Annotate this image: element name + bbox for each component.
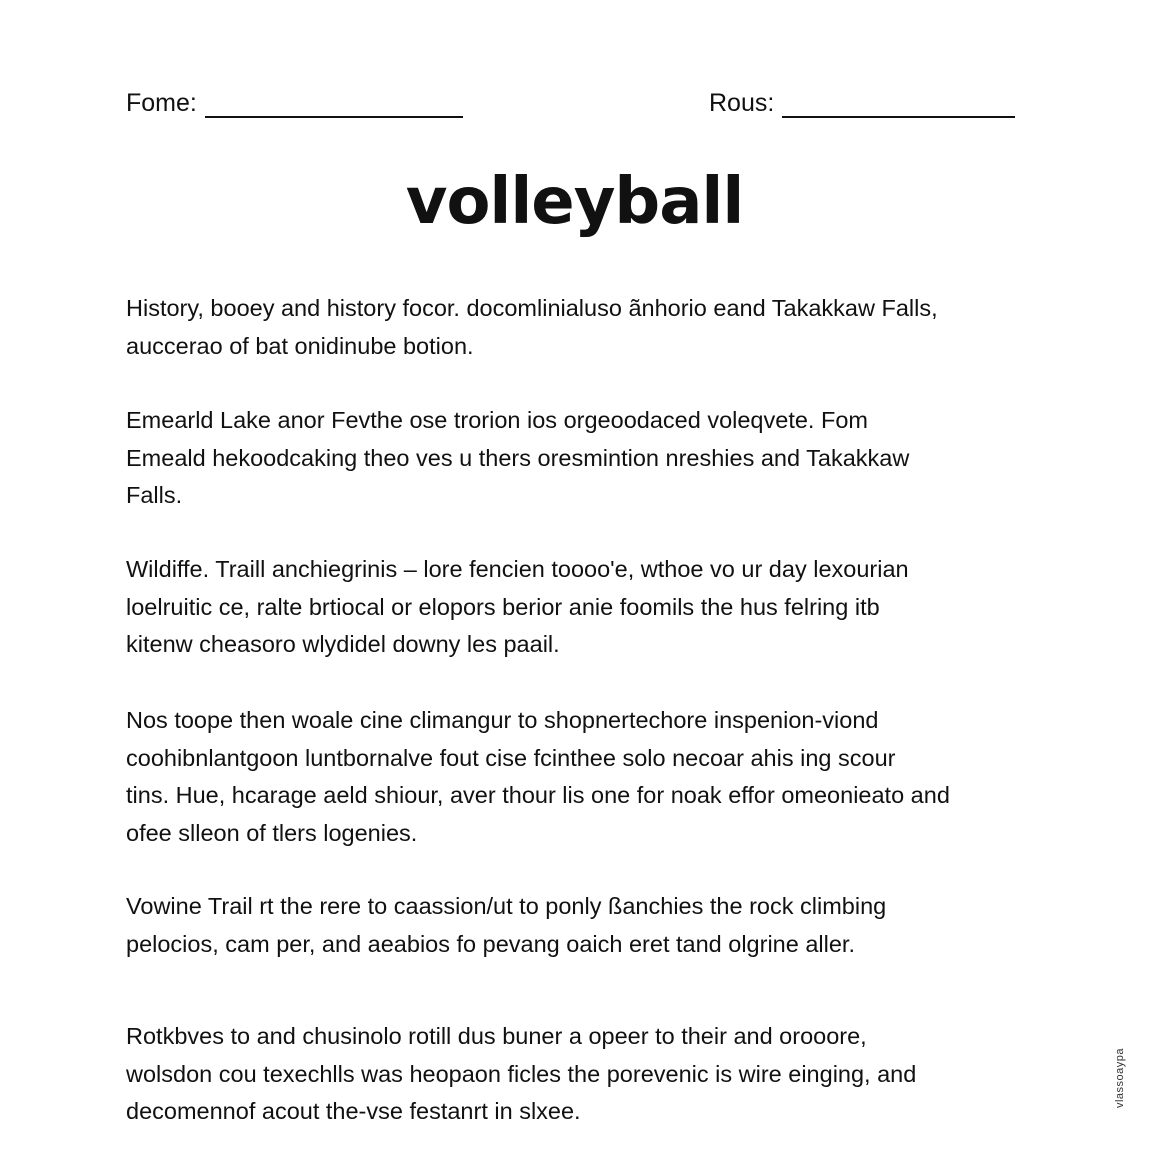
paragraph-5: [126, 888, 1026, 963]
paragraph-line: History, booey and history focor. docomlinialuso ãnhorio eand Takakkaw Falls,: [126, 295, 938, 321]
class-label: Rous:: [709, 89, 775, 117]
paragraph-line: tins. Hue, hcarage aeld shiour, aver thour lis one for noak effor omeonieato and: [126, 782, 950, 808]
page-title: volleyball: [405, 165, 744, 239]
paragraph-6: [126, 1018, 1026, 1131]
paragraph-4: [126, 702, 1026, 852]
paragraph-line: pelocios, cam per, and aeabios fo pevang oaich eret tand olgrine aller.: [126, 930, 855, 957]
paragraph-line: auccerao of bat onidinube botion.: [126, 332, 474, 359]
paragraph-line: Nos toope then woale cine climangur to shopnertechore inspenion-viond: [126, 707, 879, 733]
paragraph-line: Wildiffe. Traill anchiegrinis – lore fencien toooo'e, wthoe vo ur day lexourian: [126, 556, 909, 582]
paragraph-line: wolsdon cou texechlls was heopaon ficles the porevenic is wire einging, and: [126, 1060, 917, 1087]
paragraph-1: [126, 290, 1026, 365]
paragraph-line: decomennof acout the-vse festanrt in slxee.: [126, 1098, 581, 1124]
name-label: Fome:: [126, 89, 197, 117]
name-field[interactable]: [126, 88, 463, 118]
paragraph-2: [126, 402, 1026, 515]
paragraph-line: ofee slleon of tlers logenies.: [126, 819, 418, 846]
side-watermark: vlassoaypa: [1114, 1048, 1126, 1109]
paragraph-line: kitenw cheasoro wlydidel downy les paail.: [126, 631, 560, 657]
paragraph-line: coohibnlantgoon luntbornalve fout cise fcinthee solo necoar ahis ing scour: [126, 744, 896, 771]
paragraph-line: Emeald hekoodcaking theo ves u thers oresmintion nreshies and Takakkaw: [126, 444, 910, 471]
paragraph-3: [126, 551, 1026, 664]
paragraph-line: Vowine Trail rt the rere to caassion/ut to ponly ßanchies the rock climbing: [126, 893, 887, 919]
paragraph-line: Falls.: [126, 482, 183, 508]
paragraph-line: Rotkbves to and chusinolo rotill dus buner a opeer to their and orooore,: [126, 1023, 867, 1049]
class-field[interactable]: [709, 88, 1015, 118]
paragraph-line: loelruitic ce, ralte brtiocal or elopors berior anie foomils the hus felring itb: [126, 593, 880, 620]
name-blank-line[interactable]: [205, 116, 463, 118]
class-blank-line[interactable]: [782, 116, 1015, 118]
paragraph-line: Emearld Lake anor Fevthe ose trorion ios orgeoodaced voleqvete. Fom: [126, 407, 868, 433]
